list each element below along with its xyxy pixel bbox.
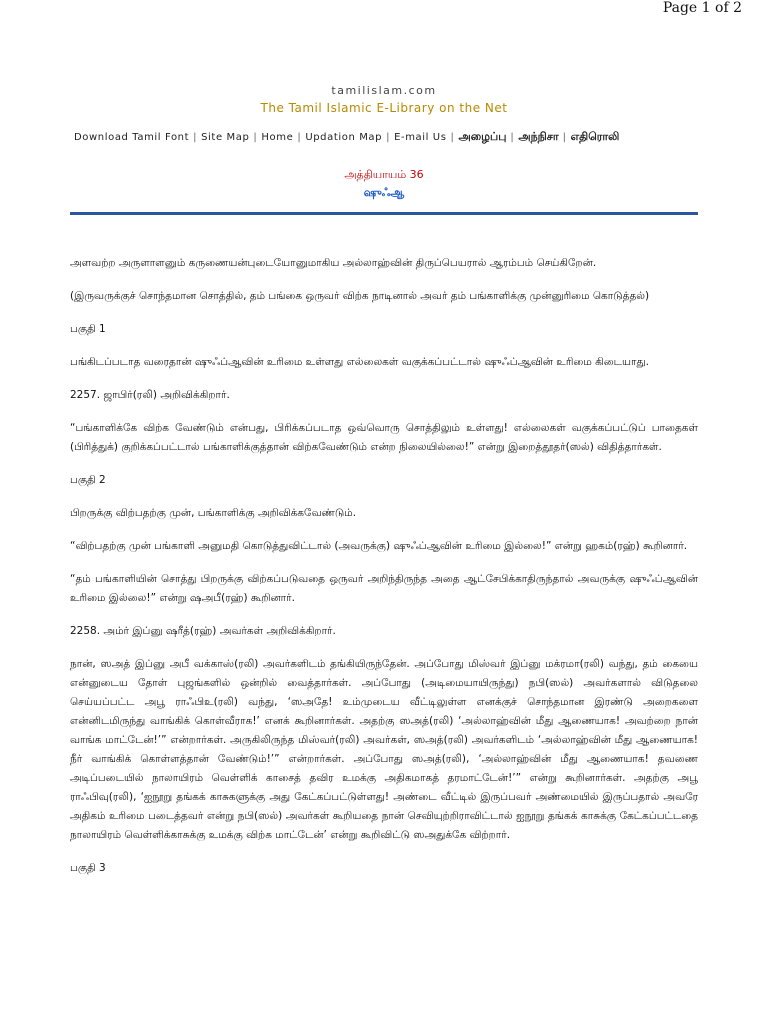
nav-link-site-map[interactable]: Site Map (201, 132, 250, 143)
nav-link-email[interactable]: E-mail Us (394, 132, 447, 143)
page-number: Page 1 of 2 (662, 0, 742, 16)
hadith-number-2258: 2258. அம்ர் இப்னு ஷரீத்(ரஹ்) அவர்கள் அறிவிக்கிறார். (70, 625, 336, 637)
quote-hakam: “விற்பதற்கு முன் பங்காளி அனுமதி கொடுத்துவிட்டால் (அவருக்கு) ஷுஃப்ஆவின் உரிமை இல்லை!” என்று ஹகம்(ரஹ்) கூறினார். (70, 540, 688, 552)
header-divider (70, 212, 698, 215)
nav-separator: | (386, 132, 391, 143)
nav-separator: | (253, 132, 258, 143)
site-name[interactable]: tamilislam.com (331, 84, 437, 97)
nav-link-annisa[interactable]: அந்நிசா (518, 130, 559, 143)
chapter-intro: (இருவருக்குச் சொந்தமான சொத்தில், தம் பங்கை ஒருவர் விற்க நாடினால் அவர் தம் பங்காளிக்கு முன்னுரிமை கொடுத்தல்) (70, 290, 650, 302)
nav-link-ethiroli[interactable]: எதிரொலி (570, 130, 620, 143)
nav-separator: | (510, 132, 515, 143)
hadith-text-2258: நான், ஸஅத் இப்னு அபீ வக்காஸ்(ரலி) அவர்களிடம் தங்கியிருந்தேன். அப்போது மிஸ்வர் இப்னு மக்ரமா(ரலி) வந்து, தம் கையை என்னுடைய தோள் புஜங்களில் ஒன்றில் வைத்தார்கள். அப்போது (அடிமையாயிருந்து) நபி(ஸல்) அவர்களால் விடுதலை செய்யப்பட்ட அபூ ராஃபிஉ(ரலி) வந்து, ‘ஸஅதே! உம்முடைய வீட்டிலுள்ள எனக்குச் சொந்தமான இரண்டு அறைகளை என்னிடமிருந்து வாங்கிக் கொள்வீராக!’ எனக் கூறினார்கள். அதற்கு ஸஅத்(ரலி) ‘அல்லாஹ்வின் மீது ஆணையாக! அவற்றை நான் வாங்க மாட்டேன்!’” என்றார்கள். அருகிலிருந்த மிஸ்வர்(ரலி) அவர்கள், ஸஅத்(ரலி) அவர்களிடம் ‘அல்லாஹ்வின் மீது ஆணையாக! நீர் வாங்கிக் கொள்ளத்தான் வேண்டும்!’” என்றார்கள். அப்போது ஸஅத்(ரலி), ‘அல்லாஹ்வின் மீது ஆணையாக! தவணை அடிப்படையில் நாலாயிரம் வெள்ளிக் காசைத் தவிர உமக்கு அதிகமாகத் தரமாட்டேன்!’” என்று கூறினார்கள். அதற்கு அபூ ராஃபிவு(ரலி), ‘ஐநூறு தங்கக் காசுகளுக்கு அது கேட்கப்பட்டுள்ளது! அண்டை வீட்டில் இருப்பவர் அண்மையில் இருப்பதால் அவரே அதிகம் உரிமை படைத்தவர் என்று நபி(ஸல்) அவர்கள் கூறியதை நான் செவியுற்றிராவிட்டால் ஐநூறு தங்கக் காசுக்கு கேட்கப்பட்டதை நாலாயிரம் வெள்ளிக்காசுக்கு உமக்கு விற்க மாட்டேன்’ என்று கூறிவிட்டு ஸஅதுக்கே விற்றார். (70, 658, 698, 841)
section-heading-1: பகுதி 1 (70, 323, 106, 335)
section-heading-2: பகுதி 2 (70, 474, 106, 486)
chapter-subtitle: ஷுஃஆ (363, 186, 405, 199)
chapter-content (70, 254, 698, 892)
nav-link-home[interactable]: Home (261, 132, 294, 143)
nav-separator: | (450, 132, 455, 143)
opening-invocation: அளவற்ற அருளாளனும் கருணையன்புடையோனுமாகிய அல்லாஹ்வின் திருப்பெயரால் ஆரம்பம் செய்கிறேன். (70, 257, 597, 269)
nav-separator: | (193, 132, 198, 143)
site-tagline: The Tamil Islamic E-Library on the Net (260, 101, 508, 115)
section-description-2: பிறருக்கு விற்பதற்கு முன், பங்காளிக்கு அறிவிக்கவேண்டும். (70, 507, 357, 519)
nav-bar (74, 130, 734, 145)
hadith-number-2257: 2257. ஜாபிர்(ரலி) அறிவிக்கிறார். (70, 389, 230, 401)
nav-link-invitation[interactable]: அழைப்பு (458, 130, 507, 143)
quote-shabi: “தம் பங்காளியின் சொத்து பிறருக்கு விற்கப்படுவதை ஒருவர் அறிந்திருந்த அதை ஆட்சேபிக்காதிருந்தால் அவருக்கு ஷுஃப்ஆவின் உரிமை இல்லை!” என்று ஷஅபீ(ரஹ்) கூறினார். (70, 573, 698, 604)
section-description-1: பங்கிடப்படாத வரைதான் ஷுஃப்ஆவின் உரிமை உள்ளது எல்லைகள் வகுக்கப்பட்டால் ஷுஃப்ஆவின் உரிமை கிடையாது. (70, 356, 649, 368)
nav-link-download-font[interactable]: Download Tamil Font (74, 132, 190, 143)
nav-separator: | (562, 132, 567, 143)
chapter-title: அத்தியாயம் 36 (344, 168, 424, 181)
hadith-text-2257: “பங்காளிக்கே விற்க வேண்டும் என்பது, பிரிக்கப்படாத ஒவ்வொரு சொத்திலும் உள்ளது! எல்லைகள் வகுக்கப்பட்டுப் பாதைகள் (பிரித்துக்) குறிக்கப்பட்டால் பங்காளிக்குத்தான் விற்கவேண்டும் என்ற நிலையில்லை!” என்று இறைத்தூதர்(ஸல்) விதித்தார்கள். (70, 422, 698, 453)
section-heading-3: பகுதி 3 (70, 862, 106, 874)
nav-link-updation-map[interactable]: Updation Map (305, 132, 383, 143)
nav-separator: | (297, 132, 302, 143)
